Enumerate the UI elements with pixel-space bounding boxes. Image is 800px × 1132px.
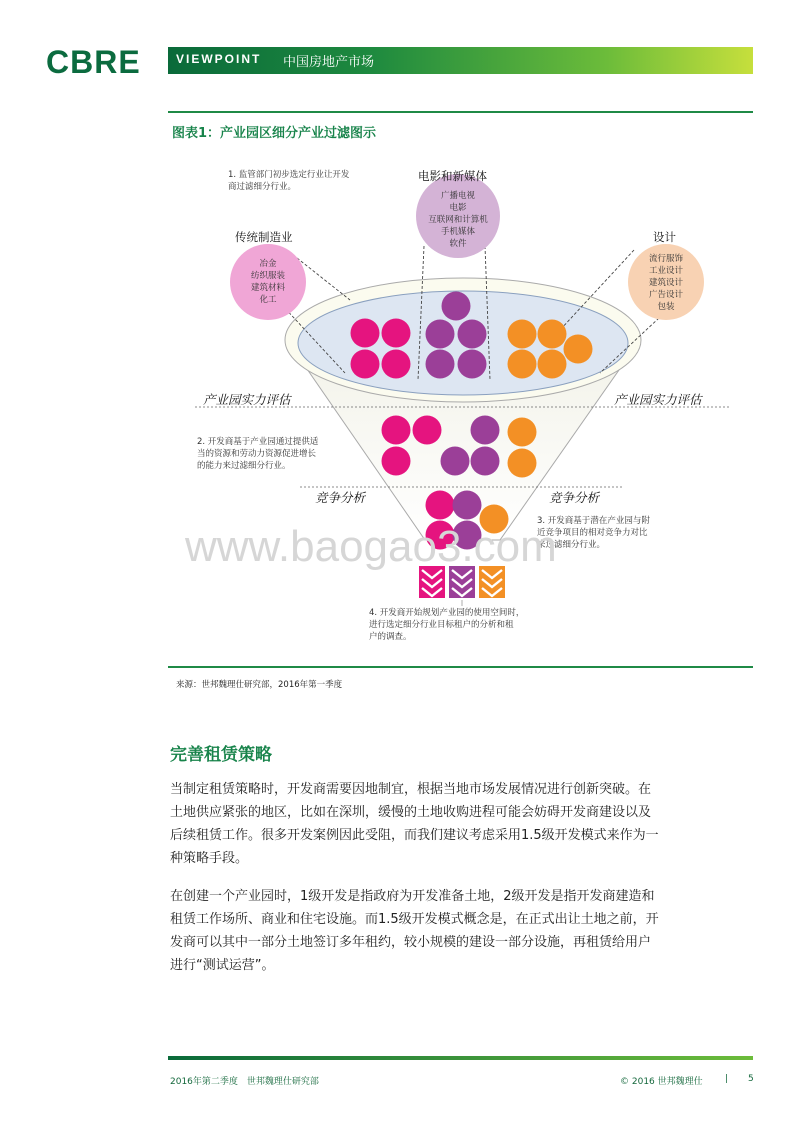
ball-purple [458, 350, 487, 379]
footer-left: 2016年第二季度 世邦魏理仕研究部 [170, 1077, 319, 1087]
note-line: 4. 开发商开始规划产业园的使用空间时， [369, 608, 525, 618]
figure-title: 图表1：产业园区细分产业过滤图示 [172, 126, 377, 141]
footer-separator: | [725, 1074, 729, 1084]
film-item: 手机媒体 [440, 227, 475, 237]
ball-magenta [382, 447, 411, 476]
note-line: 户的调查。 [369, 632, 412, 642]
eval-label-right: 产业园实力评估 [614, 392, 702, 407]
film-item: 广播电视 [440, 191, 475, 201]
cbre-logo: CBRE [46, 44, 141, 80]
note-line: 2. 开发商基于产业园通过提供适 [197, 437, 319, 447]
ball-purple [458, 320, 487, 349]
design-item: 工业设计 [648, 266, 683, 276]
note-step-1 [228, 169, 349, 193]
film-media-items [406, 190, 510, 250]
ball-orange [508, 320, 537, 349]
design-title: 设计 [653, 230, 676, 244]
ball-purple [441, 447, 470, 476]
film-item: 电影 [449, 203, 467, 213]
para-line: 后续租赁工作。很多开发案例因此受阻，而我们建议考虑采用1.5级开发模式来作为一 [170, 828, 659, 843]
ball-orange [538, 350, 567, 379]
ball-purple [453, 491, 482, 520]
note-step-4 [369, 607, 524, 643]
ball-magenta [382, 319, 411, 348]
ball-magenta [382, 416, 411, 445]
footer-rule [168, 1056, 753, 1060]
ball-orange [538, 320, 567, 349]
eval-label-left: 产业园实力评估 [203, 392, 291, 407]
ball-magenta [351, 350, 380, 379]
ball-orange [508, 418, 537, 447]
ball-orange [564, 335, 593, 364]
ball-purple [442, 292, 471, 321]
ball-magenta [426, 491, 455, 520]
film-item: 软件 [449, 239, 467, 249]
note-line: 进行选定细分行业目标租户的分析和租 [369, 620, 514, 630]
note-step-2 [197, 436, 318, 472]
traditional-manufacturing-title: 传统制造业 [235, 230, 293, 244]
figure-bottom-rule [168, 666, 753, 668]
ball-magenta [351, 319, 380, 348]
para-line: 种策略手段。 [170, 851, 249, 866]
note-line: 当的资源和劳动力资源促进增长 [197, 449, 317, 459]
note-line: 商过滤细分行业。 [228, 182, 297, 192]
ball-purple [426, 320, 455, 349]
traditional-item: 建筑材料 [250, 283, 285, 293]
ball-magenta [382, 350, 411, 379]
footer-copyright: © 2016 世邦魏理仕 [620, 1077, 703, 1087]
design-items [626, 253, 706, 313]
film-item: 互联网和计算机 [428, 215, 488, 225]
figure-source: 来源：世邦魏理仕研究部，2016年第一季度 [176, 680, 343, 690]
para-line: 发商可以其中一部分土地签订多年租约，较小规模的建设一部分设施，再租赁给用户 [170, 935, 652, 950]
para-line: 进行“测试运营”。 [170, 958, 275, 973]
note-line: 3. 开发商基于潜在产业园与附 [537, 516, 650, 526]
note-line: 来过滤细分行业。 [537, 540, 606, 550]
ball-purple [471, 416, 500, 445]
design-item: 建筑设计 [648, 278, 683, 288]
design-item: 流行服饰 [648, 254, 683, 264]
ball-magenta [413, 416, 442, 445]
watermark: www.baogao3.com [185, 522, 557, 571]
competition-label-left: 竞争分析 [315, 490, 366, 505]
ball-purple [426, 350, 455, 379]
design-item: 包装 [657, 302, 675, 312]
note-line: 近竞争项目的相对竞争力对比 [537, 528, 648, 538]
ball-purple [471, 447, 500, 476]
traditional-item: 冶金 [259, 259, 277, 269]
viewpoint-label: VIEWPOINT [176, 52, 262, 66]
traditional-item: 化工 [259, 295, 277, 305]
competition-label-right: 竞争分析 [549, 490, 600, 505]
ball-orange [508, 449, 537, 478]
design-item: 广告设计 [648, 290, 683, 300]
note-line: 1. 监管部门初步选定行业让开发 [228, 170, 350, 180]
film-media-title: 电影和新媒体 [418, 169, 487, 183]
para-line: 租赁工作场所、商业和住宅设施。而1.5级开发模式概念是，在正式出让土地之前，开 [170, 912, 659, 927]
page-number: 5 [748, 1074, 754, 1084]
para-line: 土地供应紧张的地区，比如在深圳，缓慢的土地收购进程可能会妨碍开发商建设以及 [170, 805, 652, 820]
traditional-item: 纺织服装 [250, 271, 285, 281]
para-line: 在创建一个产业园时，1级开发是指政府为开发准备土地，2级开发是指开发商建造和 [170, 889, 655, 904]
para-line: 当制定租赁策略时，开发商需要因地制宜，根据当地市场发展情况进行创新突破。在 [170, 782, 652, 797]
paragraph-2 [170, 885, 760, 977]
paragraph-1 [170, 778, 760, 870]
header-subtitle: 中国房地产市场 [283, 55, 375, 70]
section-title: 完善租赁策略 [170, 745, 272, 765]
ball-orange [508, 350, 537, 379]
traditional-items [228, 258, 308, 306]
note-line: 的能力来过滤细分行业。 [197, 461, 291, 471]
